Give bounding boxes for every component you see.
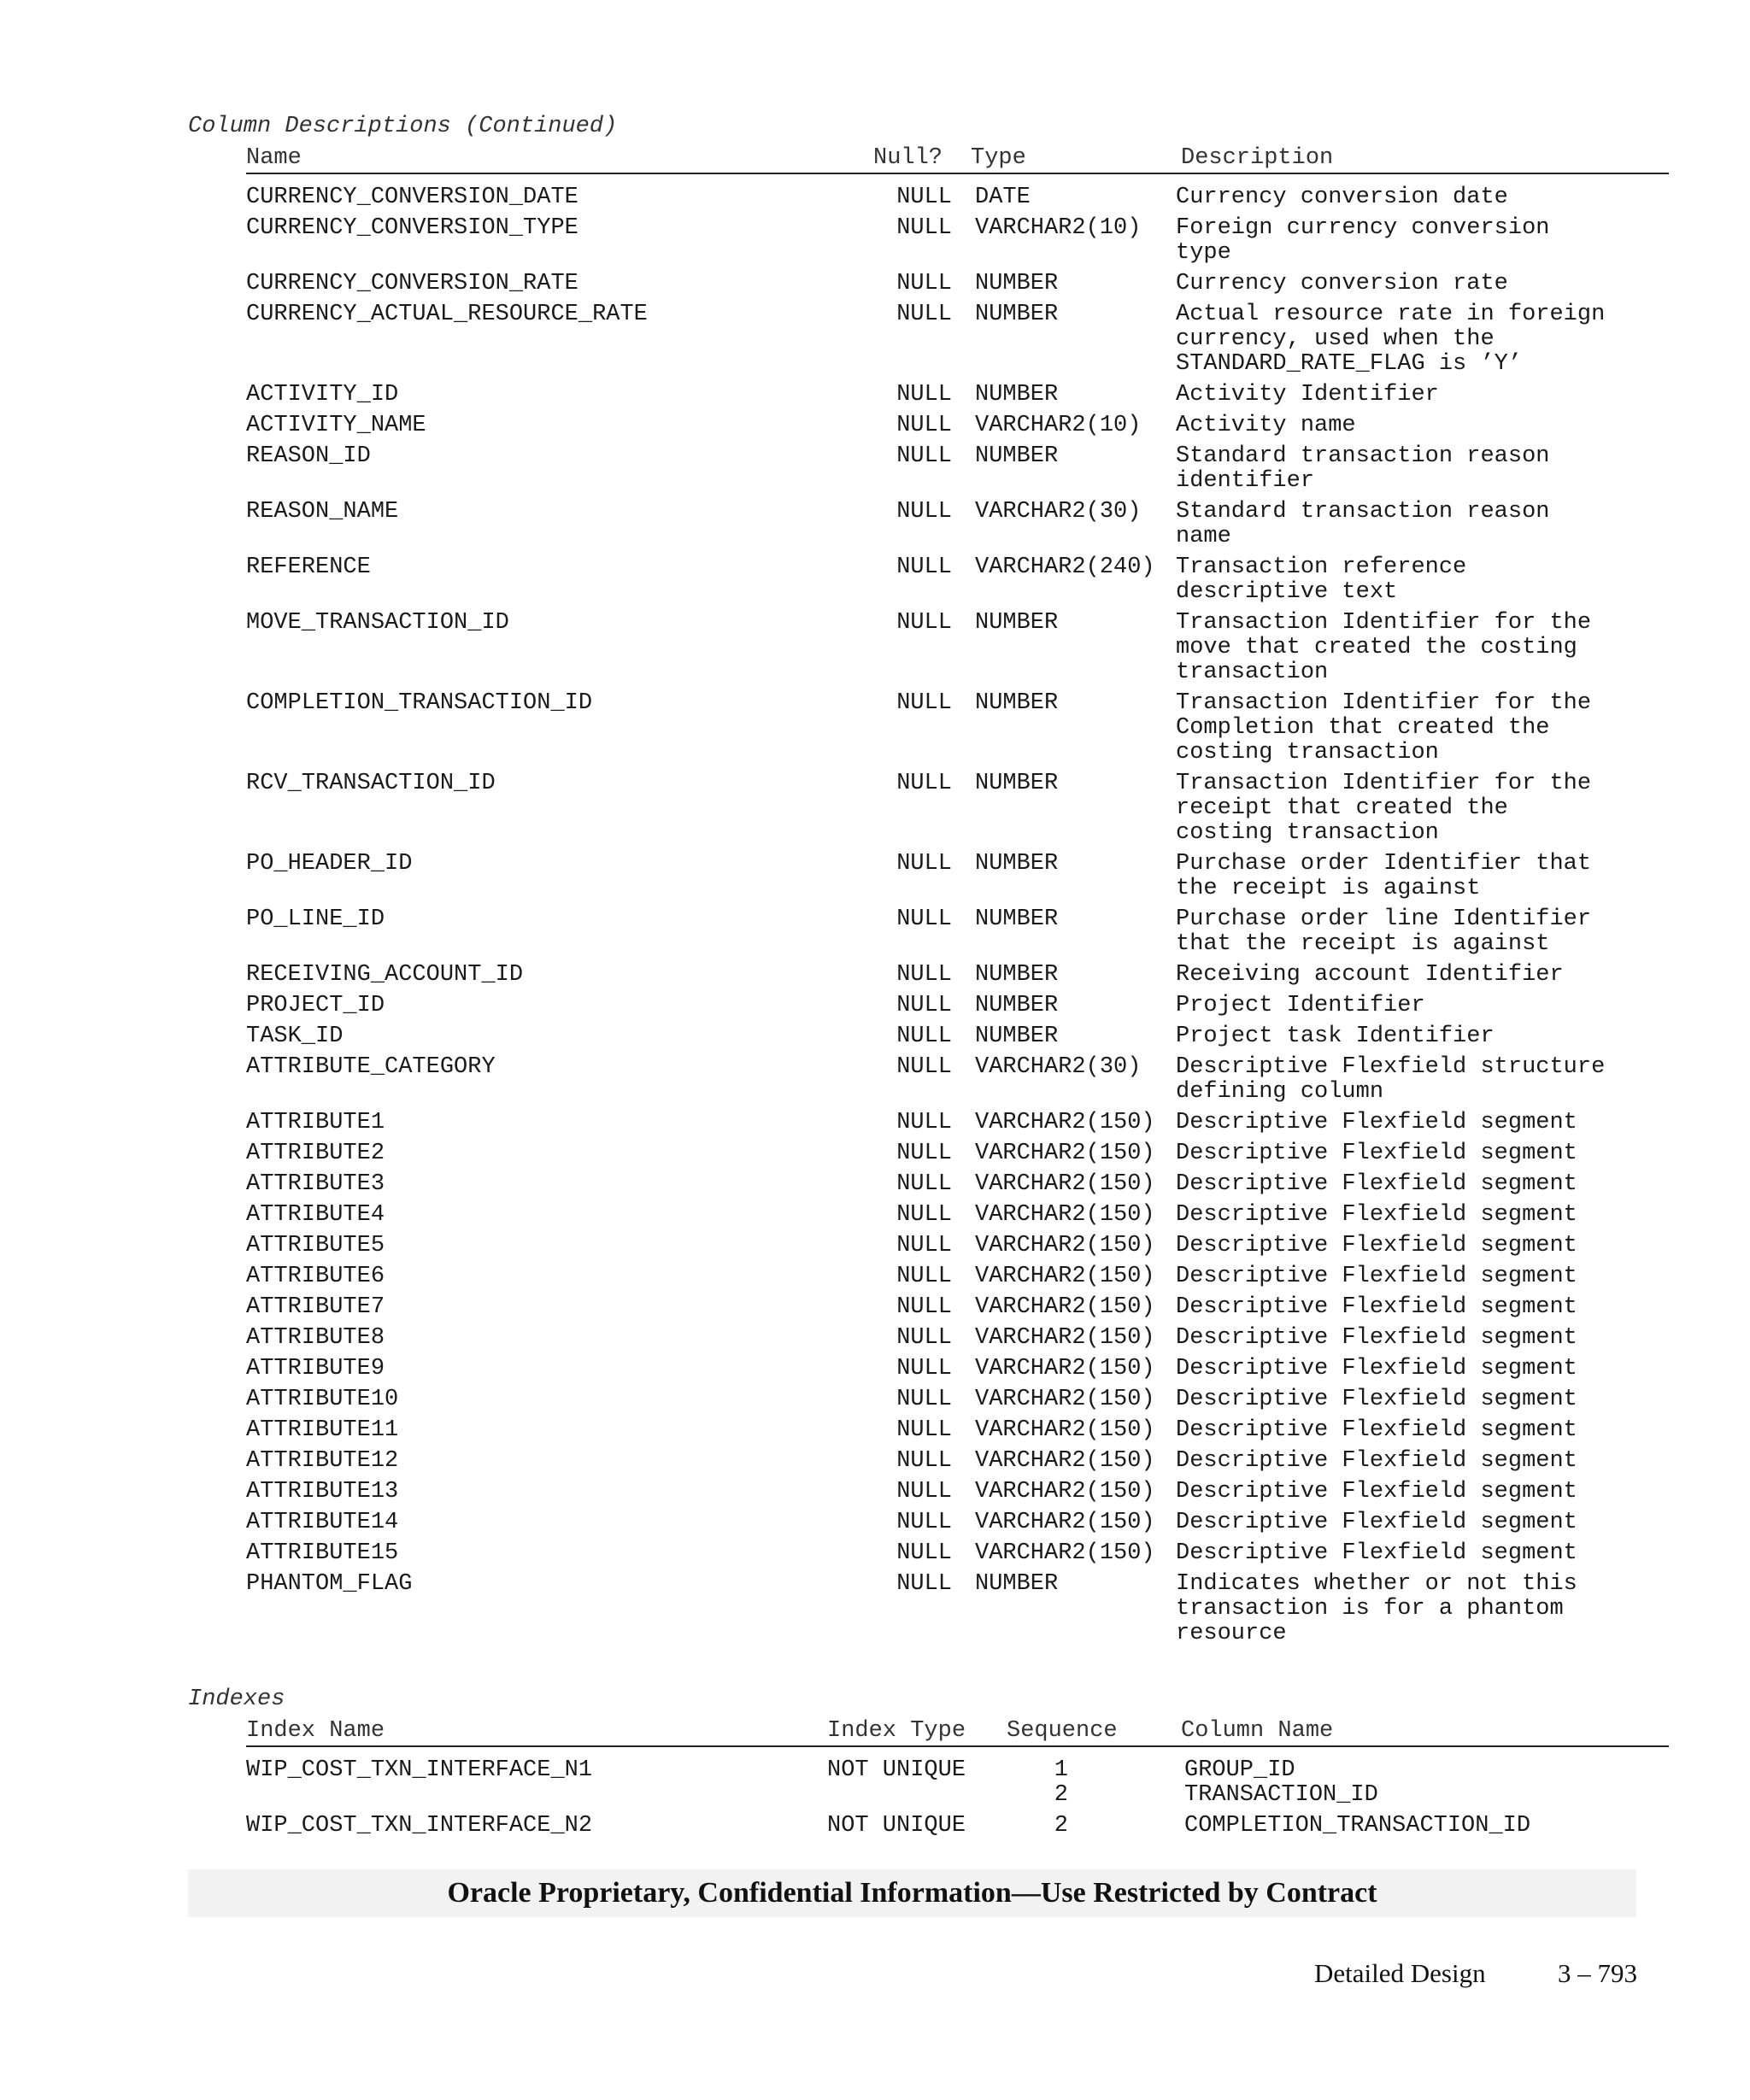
- column-null: NULL: [896, 443, 952, 469]
- column-name: ATTRIBUTE1: [246, 1110, 385, 1135]
- column-null: NULL: [896, 1325, 952, 1351]
- header-index-name: Index Name: [246, 1718, 385, 1744]
- column-description: [1176, 1357, 1654, 1381]
- column-name: REASON_ID: [246, 443, 371, 469]
- header-index-type: Index Type: [827, 1718, 966, 1744]
- table-row: [246, 963, 1669, 988]
- description-line: Descriptive Flexfield segment: [1176, 1417, 1577, 1443]
- column-null: NULL: [896, 1110, 952, 1135]
- column-name: ACTIVITY_NAME: [246, 413, 426, 438]
- column-null: NULL: [896, 1294, 952, 1320]
- column-null: NULL: [896, 499, 952, 525]
- table-row: [246, 414, 1669, 438]
- column-null: NULL: [896, 771, 952, 796]
- column-description: [1176, 1141, 1654, 1166]
- table-row: [246, 444, 1669, 494]
- column-type: VARCHAR2(240): [975, 554, 1155, 580]
- index-table-body: [246, 1758, 1669, 1845]
- column-type: VARCHAR2(150): [975, 1294, 1155, 1320]
- column-null: NULL: [896, 1171, 952, 1197]
- table-row: [246, 1055, 1669, 1105]
- column-type: NUMBER: [975, 906, 1059, 932]
- column-null: NULL: [896, 906, 952, 932]
- index-column-name: GROUP_ID: [1184, 1757, 1295, 1783]
- index-table-header: [246, 1718, 1669, 1747]
- table-row: [246, 1418, 1669, 1443]
- column-name: CURRENCY_CONVERSION_TYPE: [246, 215, 578, 241]
- column-type: VARCHAR2(150): [975, 1387, 1155, 1412]
- table-row: [246, 1172, 1669, 1197]
- column-name: PO_HEADER_ID: [246, 851, 413, 877]
- column-type: NUMBER: [975, 690, 1059, 716]
- column-name: ATTRIBUTE9: [246, 1356, 385, 1381]
- column-type: NUMBER: [975, 771, 1059, 796]
- column-description: [1176, 444, 1654, 494]
- column-type: VARCHAR2(30): [975, 499, 1142, 525]
- confidential-notice: Oracle Proprietary, Confidential Information––Use Restricted by Contract: [447, 1877, 1377, 1909]
- description-line: move that created the costing: [1176, 635, 1577, 660]
- index-column-name: COMPLETION_TRANSACTION_ID: [1184, 1813, 1531, 1839]
- table-row: [246, 994, 1669, 1018]
- column-null: NULL: [896, 610, 952, 636]
- description-line: Descriptive Flexfield segment: [1176, 1264, 1577, 1289]
- description-line: transaction: [1176, 660, 1329, 685]
- description-line: Activity Identifier: [1176, 382, 1439, 408]
- description-line: costing transaction: [1176, 820, 1439, 846]
- description-line: Standard transaction reason: [1176, 443, 1550, 469]
- column-name: ATTRIBUTE11: [246, 1417, 399, 1443]
- column-name: CURRENCY_CONVERSION_RATE: [246, 271, 578, 296]
- description-line: Transaction Identifier for the: [1176, 610, 1592, 636]
- description-line: transaction is for a phantom: [1176, 1596, 1564, 1622]
- table-row: [246, 1326, 1669, 1351]
- column-name: ATTRIBUTE8: [246, 1325, 385, 1351]
- description-line: defining column: [1176, 1079, 1384, 1105]
- description-line: Purchase order Identifier that: [1176, 851, 1592, 877]
- column-description: [1176, 963, 1654, 988]
- column-name: TASK_ID: [246, 1024, 344, 1049]
- sequence-value: 2: [1054, 1782, 1068, 1808]
- column-name: ATTRIBUTE14: [246, 1510, 399, 1535]
- column-description: [1176, 1264, 1654, 1289]
- description-line: Transaction Identifier for the: [1176, 771, 1592, 796]
- index-column-name: TRANSACTION_ID: [1184, 1782, 1378, 1808]
- column-description: [1176, 1387, 1654, 1412]
- column-type: VARCHAR2(150): [975, 1325, 1155, 1351]
- column-name: ATTRIBUTE_CATEGORY: [246, 1054, 496, 1080]
- column-name: PO_LINE_ID: [246, 906, 385, 932]
- description-line: Descriptive Flexfield segment: [1176, 1448, 1577, 1474]
- column-null: NULL: [896, 382, 952, 408]
- column-name: PHANTOM_FLAG: [246, 1571, 413, 1597]
- column-null: NULL: [896, 1540, 952, 1566]
- column-null: NULL: [896, 1233, 952, 1258]
- column-type: VARCHAR2(150): [975, 1356, 1155, 1381]
- column-type: VARCHAR2(150): [975, 1110, 1155, 1135]
- description-line: Descriptive Flexfield segment: [1176, 1479, 1577, 1505]
- column-description: [1176, 852, 1654, 901]
- description-line: Activity name: [1176, 413, 1356, 438]
- column-type: NUMBER: [975, 962, 1059, 988]
- column-descriptions-title: Column Descriptions (Continued): [188, 114, 618, 139]
- table-row: [246, 1357, 1669, 1381]
- column-name: ATTRIBUTE15: [246, 1540, 399, 1566]
- description-line: Descriptive Flexfield segment: [1176, 1141, 1577, 1166]
- column-table-header: [246, 145, 1669, 174]
- column-null: NULL: [896, 962, 952, 988]
- header-column-name: Column Name: [1181, 1718, 1334, 1744]
- column-name: ATTRIBUTE13: [246, 1479, 399, 1505]
- column-description: [1176, 907, 1654, 957]
- column-name: ATTRIBUTE2: [246, 1141, 385, 1166]
- description-line: Transaction Identifier for the: [1176, 690, 1592, 716]
- column-description: [1176, 994, 1654, 1018]
- column-description: [1176, 383, 1654, 408]
- column-name: ATTRIBUTE4: [246, 1202, 385, 1228]
- indexes-title: Indexes: [188, 1686, 285, 1712]
- table-row: [246, 691, 1669, 766]
- table-row: [246, 216, 1669, 266]
- column-null: NULL: [896, 851, 952, 877]
- table-row: [246, 1541, 1669, 1566]
- column-name: RCV_TRANSACTION_ID: [246, 771, 496, 796]
- confidential-banner: [188, 1869, 1636, 1917]
- description-line: Descriptive Flexfield segment: [1176, 1110, 1577, 1135]
- column-type: VARCHAR2(150): [975, 1141, 1155, 1166]
- table-row: [246, 302, 1669, 377]
- column-null: NULL: [896, 302, 952, 327]
- column-name: REASON_NAME: [246, 499, 399, 525]
- column-description: [1176, 771, 1654, 846]
- table-row: [246, 555, 1669, 605]
- column-type: VARCHAR2(150): [975, 1264, 1155, 1289]
- column-type: VARCHAR2(30): [975, 1054, 1142, 1080]
- description-line: that the receipt is against: [1176, 931, 1550, 957]
- index-row: [246, 1758, 1669, 1808]
- column-description: [1176, 1541, 1654, 1566]
- column-description: [1176, 1295, 1654, 1320]
- description-line: Descriptive Flexfield segment: [1176, 1294, 1577, 1320]
- column-null: NULL: [896, 1510, 952, 1535]
- description-line: Indicates whether or not this: [1176, 1571, 1577, 1597]
- column-type: VARCHAR2(150): [975, 1171, 1155, 1197]
- column-description: [1176, 302, 1654, 377]
- column-description: [1176, 1024, 1654, 1049]
- index-columns: [1068, 1758, 1378, 1808]
- description-line: Descriptive Flexfield segment: [1176, 1510, 1577, 1535]
- table-row: [246, 1234, 1669, 1258]
- column-type: VARCHAR2(150): [975, 1448, 1155, 1474]
- table-row: [246, 1203, 1669, 1228]
- column-null: NULL: [896, 1387, 952, 1412]
- column-null: NULL: [896, 690, 952, 716]
- table-row: [246, 185, 1669, 210]
- column-name: ATTRIBUTE7: [246, 1294, 385, 1320]
- header-sequence: Sequence: [1007, 1718, 1118, 1744]
- description-line: Descriptive Flexfield segment: [1176, 1325, 1577, 1351]
- column-description: [1176, 611, 1654, 685]
- column-name: ACTIVITY_ID: [246, 382, 399, 408]
- table-row: [246, 611, 1669, 685]
- column-type: NUMBER: [975, 271, 1059, 296]
- column-description: [1176, 691, 1654, 766]
- column-type: VARCHAR2(150): [975, 1417, 1155, 1443]
- column-description: [1176, 555, 1654, 605]
- column-type: DATE: [975, 185, 1031, 210]
- header-null: Null?: [873, 145, 943, 171]
- index-name: WIP_COST_TXN_INTERFACE_N2: [246, 1813, 593, 1839]
- column-description: [1176, 1326, 1654, 1351]
- column-description: [1176, 1480, 1654, 1505]
- column-name: RECEIVING_ACCOUNT_ID: [246, 962, 524, 988]
- column-type: VARCHAR2(150): [975, 1510, 1155, 1535]
- column-type: NUMBER: [975, 443, 1059, 469]
- table-row: [246, 1449, 1669, 1474]
- description-line: type: [1176, 240, 1231, 266]
- index-sequence: [977, 1758, 1068, 1808]
- description-line: Standard transaction reason: [1176, 499, 1550, 525]
- description-line: costing transaction: [1176, 740, 1439, 766]
- column-null: NULL: [896, 1054, 952, 1080]
- description-line: Currency conversion date: [1176, 185, 1508, 210]
- column-type: NUMBER: [975, 993, 1059, 1018]
- table-row: [246, 1264, 1669, 1289]
- index-sequence: [977, 1814, 1068, 1839]
- table-row: [246, 852, 1669, 901]
- table-row: [246, 1572, 1669, 1646]
- table-row: [246, 1510, 1669, 1535]
- description-line: Receiving account Identifier: [1176, 962, 1564, 988]
- description-line: Completion that created the: [1176, 715, 1550, 741]
- page-number: 3 – 793: [1558, 1958, 1637, 1988]
- column-description: [1176, 1111, 1654, 1135]
- description-line: name: [1176, 524, 1231, 549]
- description-line: Descriptive Flexfield segment: [1176, 1171, 1577, 1197]
- column-name: ATTRIBUTE3: [246, 1171, 385, 1197]
- column-description: [1176, 414, 1654, 438]
- column-description: [1176, 500, 1654, 549]
- column-null: NULL: [896, 271, 952, 296]
- column-type: VARCHAR2(150): [975, 1233, 1155, 1258]
- column-null: NULL: [896, 1448, 952, 1474]
- column-null: NULL: [896, 1356, 952, 1381]
- column-description: [1176, 216, 1654, 266]
- description-line: receipt that created the: [1176, 795, 1508, 821]
- column-null: NULL: [896, 1417, 952, 1443]
- index-row: [246, 1814, 1669, 1839]
- column-null: NULL: [896, 413, 952, 438]
- column-null: NULL: [896, 1141, 952, 1166]
- description-line: resource: [1176, 1621, 1287, 1646]
- column-description: [1176, 1572, 1654, 1646]
- column-name: ATTRIBUTE5: [246, 1233, 385, 1258]
- column-type: VARCHAR2(10): [975, 215, 1142, 241]
- column-null: NULL: [896, 1571, 952, 1597]
- section-label: Detailed Design: [1314, 1958, 1486, 1988]
- column-description: [1176, 272, 1654, 296]
- header-description: Description: [1181, 145, 1334, 171]
- table-row: [246, 272, 1669, 296]
- description-line: descriptive text: [1176, 579, 1398, 605]
- description-line: Descriptive Flexfield segment: [1176, 1233, 1577, 1258]
- table-row: [246, 1111, 1669, 1135]
- column-name: ATTRIBUTE6: [246, 1264, 385, 1289]
- column-null: NULL: [896, 1479, 952, 1505]
- column-name: REFERENCE: [246, 554, 371, 580]
- column-type: NUMBER: [975, 610, 1059, 636]
- column-description: [1176, 185, 1654, 210]
- table-row: [246, 1295, 1669, 1320]
- description-line: Project task Identifier: [1176, 1024, 1495, 1049]
- index-type: NOT UNIQUE: [827, 1813, 966, 1839]
- column-type: VARCHAR2(150): [975, 1540, 1155, 1566]
- description-line: Descriptive Flexfield segment: [1176, 1540, 1577, 1566]
- column-type: NUMBER: [975, 1571, 1059, 1597]
- table-row: [246, 1024, 1669, 1049]
- description-line: STANDARD_RATE_FLAG is ’Y’: [1176, 351, 1523, 377]
- column-null: NULL: [896, 993, 952, 1018]
- description-line: Transaction reference: [1176, 554, 1467, 580]
- index-type: NOT UNIQUE: [827, 1757, 966, 1783]
- description-line: currency, used when the: [1176, 326, 1495, 352]
- table-row: [246, 1387, 1669, 1412]
- column-null: NULL: [896, 1264, 952, 1289]
- column-null: NULL: [896, 215, 952, 241]
- column-null: NULL: [896, 1202, 952, 1228]
- column-description: [1176, 1234, 1654, 1258]
- column-description: [1176, 1172, 1654, 1197]
- description-line: Purchase order line Identifier: [1176, 906, 1592, 932]
- column-description: [1176, 1203, 1654, 1228]
- index-name: WIP_COST_TXN_INTERFACE_N1: [246, 1757, 593, 1783]
- column-null: NULL: [896, 185, 952, 210]
- table-row: [246, 383, 1669, 408]
- column-name: CURRENCY_CONVERSION_DATE: [246, 185, 578, 210]
- table-row: [246, 907, 1669, 957]
- column-name: MOVE_TRANSACTION_ID: [246, 610, 509, 636]
- column-type: VARCHAR2(150): [975, 1479, 1155, 1505]
- column-description: [1176, 1418, 1654, 1443]
- column-null: NULL: [896, 554, 952, 580]
- column-type: NUMBER: [975, 851, 1059, 877]
- column-type: VARCHAR2(150): [975, 1202, 1155, 1228]
- column-description: [1176, 1449, 1654, 1474]
- description-line: identifier: [1176, 468, 1315, 494]
- sequence-value: 1: [1054, 1757, 1068, 1783]
- description-line: Descriptive Flexfield structure: [1176, 1054, 1606, 1080]
- table-row: [246, 500, 1669, 549]
- column-type: VARCHAR2(10): [975, 413, 1142, 438]
- column-name: PROJECT_ID: [246, 993, 385, 1018]
- column-table-body: [246, 185, 1669, 1652]
- column-description: [1176, 1510, 1654, 1535]
- column-name: ATTRIBUTE12: [246, 1448, 399, 1474]
- column-name: COMPLETION_TRANSACTION_ID: [246, 690, 593, 716]
- description-line: Descriptive Flexfield segment: [1176, 1387, 1577, 1412]
- column-type: NUMBER: [975, 382, 1059, 408]
- description-line: Foreign currency conversion: [1176, 215, 1550, 241]
- column-type: NUMBER: [975, 302, 1059, 327]
- description-line: Currency conversion rate: [1176, 271, 1508, 296]
- column-description: [1176, 1055, 1654, 1105]
- table-row: [246, 1141, 1669, 1166]
- column-null: NULL: [896, 1024, 952, 1049]
- description-line: Descriptive Flexfield segment: [1176, 1202, 1577, 1228]
- table-row: [246, 771, 1669, 846]
- sequence-value: 2: [1054, 1813, 1068, 1839]
- description-line: Project Identifier: [1176, 993, 1425, 1018]
- description-line: Descriptive Flexfield segment: [1176, 1356, 1577, 1381]
- column-type: NUMBER: [975, 1024, 1059, 1049]
- header-type: Type: [971, 145, 1026, 171]
- column-name: ATTRIBUTE10: [246, 1387, 399, 1412]
- header-name: Name: [246, 145, 302, 171]
- description-line: Actual resource rate in foreign: [1176, 302, 1606, 327]
- description-line: the receipt is against: [1176, 876, 1481, 901]
- index-columns: [1068, 1814, 1530, 1839]
- table-row: [246, 1480, 1669, 1505]
- column-name: CURRENCY_ACTUAL_RESOURCE_RATE: [246, 302, 648, 327]
